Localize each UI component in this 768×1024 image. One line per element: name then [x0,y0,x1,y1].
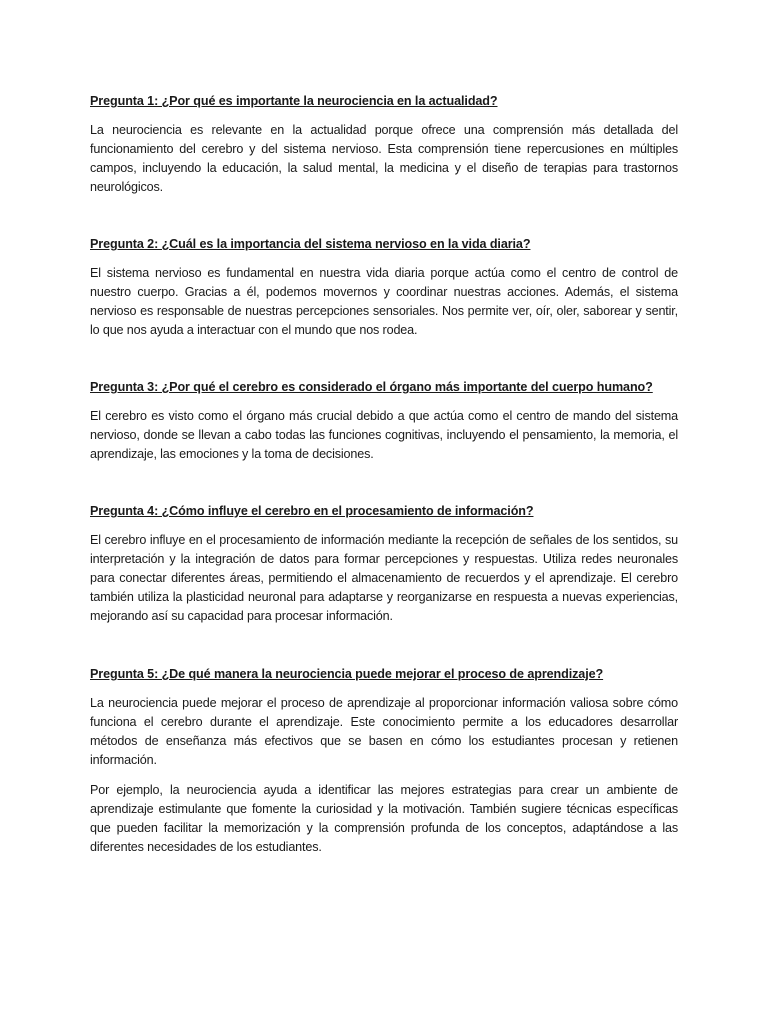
question-section-4 [90,502,678,665]
question-heading-4: Pregunta 4: ¿Cómo influye el cerebro en el procesamiento de información? [90,504,534,518]
answer-paragraph-1: La neurociencia es relevante en la actualidad porque ofrece una comprensión más detallada del funcionamiento del cerebro y del sistema nervioso. Esta comprensión tiene repercusiones en múltiples campos, incluyendo la educación, la salud mental, la medicina y el diseño de terapias para trastornos neurológicos. [90,123,678,194]
question-heading-3: Pregunta 3: ¿Por qué el cerebro es considerado el órgano más importante del cuerpo humano? [90,380,653,394]
question-section-1 [90,92,678,235]
question-section-5 [90,665,678,857]
question-section-3 [90,378,678,502]
answer-paragraph-4: El cerebro influye en el procesamiento de información mediante la recepción de señales de los sentidos, su interpretación y la integración de datos para formar percepciones y respuestas. Utiliza redes neuronales para conectar diferentes áreas, permitiendo el almacenamiento de recuerdos y el aprendizaje. El cerebro también utiliza la plasticidad neuronal para adaptarse y reorganizarse en respuesta a nuevas experiencias, mejorando así su capacidad para procesar información. [90,533,678,623]
question-heading-2: Pregunta 2: ¿Cuál es la importancia del sistema nervioso en la vida diaria? [90,237,531,251]
answer-paragraph-5a: La neurociencia puede mejorar el proceso de aprendizaje al proporcionar información valiosa sobre cómo funciona el cerebro durante el aprendizaje. Este conocimiento permite a los educadores desarrollar métodos de enseñanza más efectivos que se basen en cómo los estudiantes procesan y retienen información. [90,696,678,767]
answer-paragraph-3: El cerebro es visto como el órgano más crucial debido a que actúa como el centro de mando del sistema nervioso, donde se llevan a cabo todas las funciones cognitivas, incluyendo el pensamiento, la memoria, el aprendizaje, las emociones y la toma de decisiones. [90,409,678,461]
answer-paragraph-5b: Por ejemplo, la neurociencia ayuda a identificar las mejores estrategias para crear un ambiente de aprendizaje estimulante que fomente la curiosidad y la motivación. También sugiere técnicas específicas que pueden facilitar la memorización y la comprensión profunda de los conceptos, adaptándose a las diferentes necesidades de los estudiantes. [90,783,678,854]
answer-paragraph-2: El sistema nervioso es fundamental en nuestra vida diaria porque actúa como el centro de control de nuestro cuerpo. Gracias a él, podemos movernos y coordinar nuestras acciones. Además, el sistema nervioso es responsable de nuestras percepciones sensoriales. Nos permite ver, oír, oler, saborear y sentir, lo que nos ayuda a interactuar con el mundo que nos rodea. [90,266,678,337]
question-heading-5: Pregunta 5: ¿De qué manera la neurociencia puede mejorar el proceso de aprendizaje? [90,667,604,681]
question-heading-1: Pregunta 1: ¿Por qué es importante la neurociencia en la actualidad? [90,94,498,108]
document-page [90,92,678,857]
question-section-2 [90,235,678,378]
